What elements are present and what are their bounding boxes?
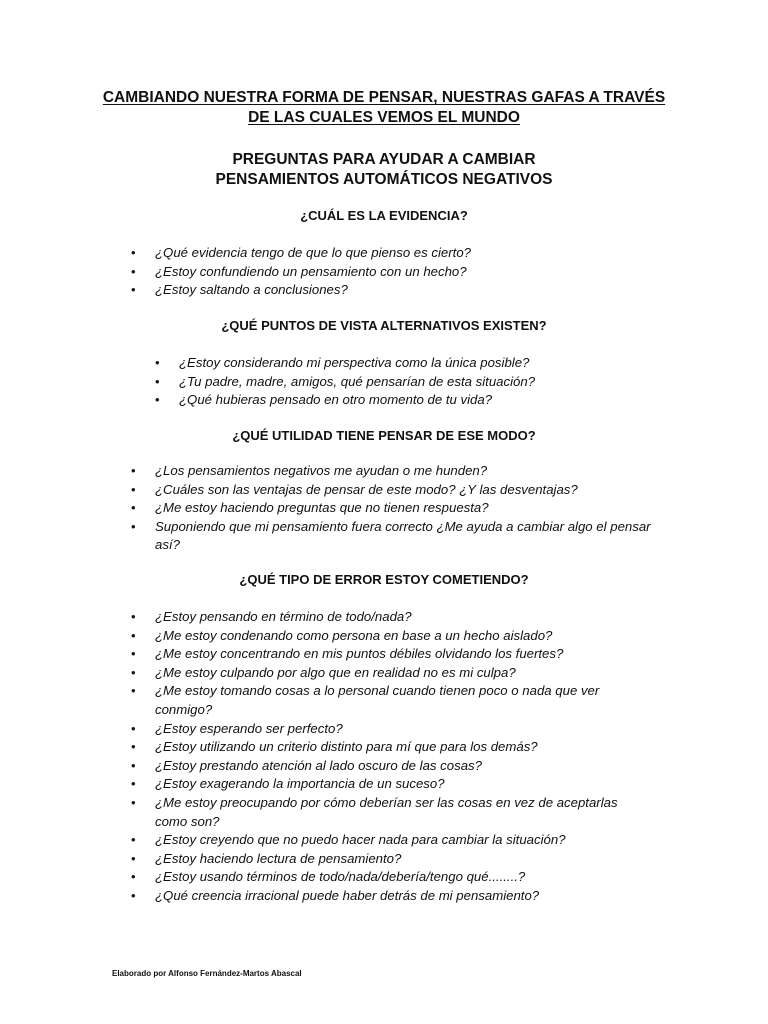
list-item: • Suponiendo que mi pensamiento fuera correcto ¿Me ayuda a cambiar algo el pensar así? [131, 518, 651, 555]
subtitle-line-1: PREGUNTAS PARA AYUDAR A CAMBIAR [232, 151, 536, 168]
list-item: • ¿Me estoy culpando por algo que en realidad no es mi culpa? [131, 664, 651, 683]
list-item: • ¿Estoy creyendo que no puedo hacer nada para cambiar la situación? [131, 831, 651, 850]
section-heading-alternatives: ¿QUÉ PUNTOS DE VISTA ALTERNATIVOS EXISTEN? [221, 318, 547, 333]
list-item: • ¿Qué hubieras pensado en otro momento de tu vida? [155, 391, 655, 410]
list-item: • ¿Cuáles son las ventajas de pensar de este modo? ¿Y las desventajas? [131, 481, 651, 500]
list-item: • ¿Me estoy condenando como persona en base a un hecho aislado? [131, 627, 651, 646]
list-item: • ¿Me estoy concentrando en mis puntos débiles olvidando los fuertes? [131, 645, 651, 664]
list-item: • ¿Qué creencia irracional puede haber detrás de mi pensamiento? [131, 887, 651, 906]
list-item: • ¿Estoy esperando ser perfecto? [131, 720, 651, 739]
section-list-error-type [131, 608, 651, 906]
list-item: • ¿Tu padre, madre, amigos, qué pensarían de esta situación? [155, 373, 655, 392]
list-item: • ¿Estoy usando términos de todo/nada/debería/tengo qué........? [131, 868, 651, 887]
document-title [0, 88, 768, 128]
list-item: • ¿Qué evidencia tengo de que lo que pienso es cierto? [131, 244, 651, 263]
list-item: • ¿Me estoy haciendo preguntas que no tienen respuesta? [131, 499, 651, 518]
section-heading-evidence: ¿CUÁL ES LA EVIDENCIA? [300, 208, 468, 223]
section-list-alternatives [155, 354, 655, 410]
list-item: • ¿Estoy haciendo lectura de pensamiento? [131, 850, 651, 869]
section-heading-utility: ¿QUÉ UTILIDAD TIENE PENSAR DE ESE MODO? [232, 428, 536, 443]
list-item: • ¿Me estoy tomando cosas a lo personal cuando tienen poco o nada que ver conmigo? [131, 682, 651, 719]
list-item: • ¿Estoy considerando mi perspectiva como la única posible? [155, 354, 655, 373]
list-item: • ¿Estoy confundiendo un pensamiento con un hecho? [131, 263, 651, 282]
footer-credit: Elaborado por Alfonso Fernández-Martos Abascal [112, 969, 302, 978]
list-item: • ¿Estoy utilizando un criterio distinto para mí que para los demás? [131, 738, 651, 757]
title-line-2: DE LAS CUALES VEMOS EL MUNDO [248, 109, 520, 126]
list-item: • ¿Estoy pensando en término de todo/nada? [131, 608, 651, 627]
section-heading-error-type: ¿QUÉ TIPO DE ERROR ESTOY COMETIENDO? [239, 572, 529, 587]
list-item: • ¿Me estoy preocupando por cómo deberían ser las cosas en vez de aceptarlas como son? [131, 794, 651, 831]
list-item: • ¿Estoy prestando atención al lado oscuro de las cosas? [131, 757, 651, 776]
title-line-1: CAMBIANDO NUESTRA FORMA DE PENSAR, NUESTRAS GAFAS A TRAVÉS [102, 89, 666, 106]
section-list-evidence [131, 244, 651, 300]
list-item: • ¿Estoy saltando a conclusiones? [131, 281, 651, 300]
subtitle-line-2: PENSAMIENTOS AUTOMÁTICOS NEGATIVOS [215, 171, 553, 188]
section-list-utility [131, 462, 651, 555]
list-item: • ¿Estoy exagerando la importancia de un suceso? [131, 775, 651, 794]
list-item: • ¿Los pensamientos negativos me ayudan o me hunden? [131, 462, 651, 481]
document-subtitle [0, 150, 768, 190]
